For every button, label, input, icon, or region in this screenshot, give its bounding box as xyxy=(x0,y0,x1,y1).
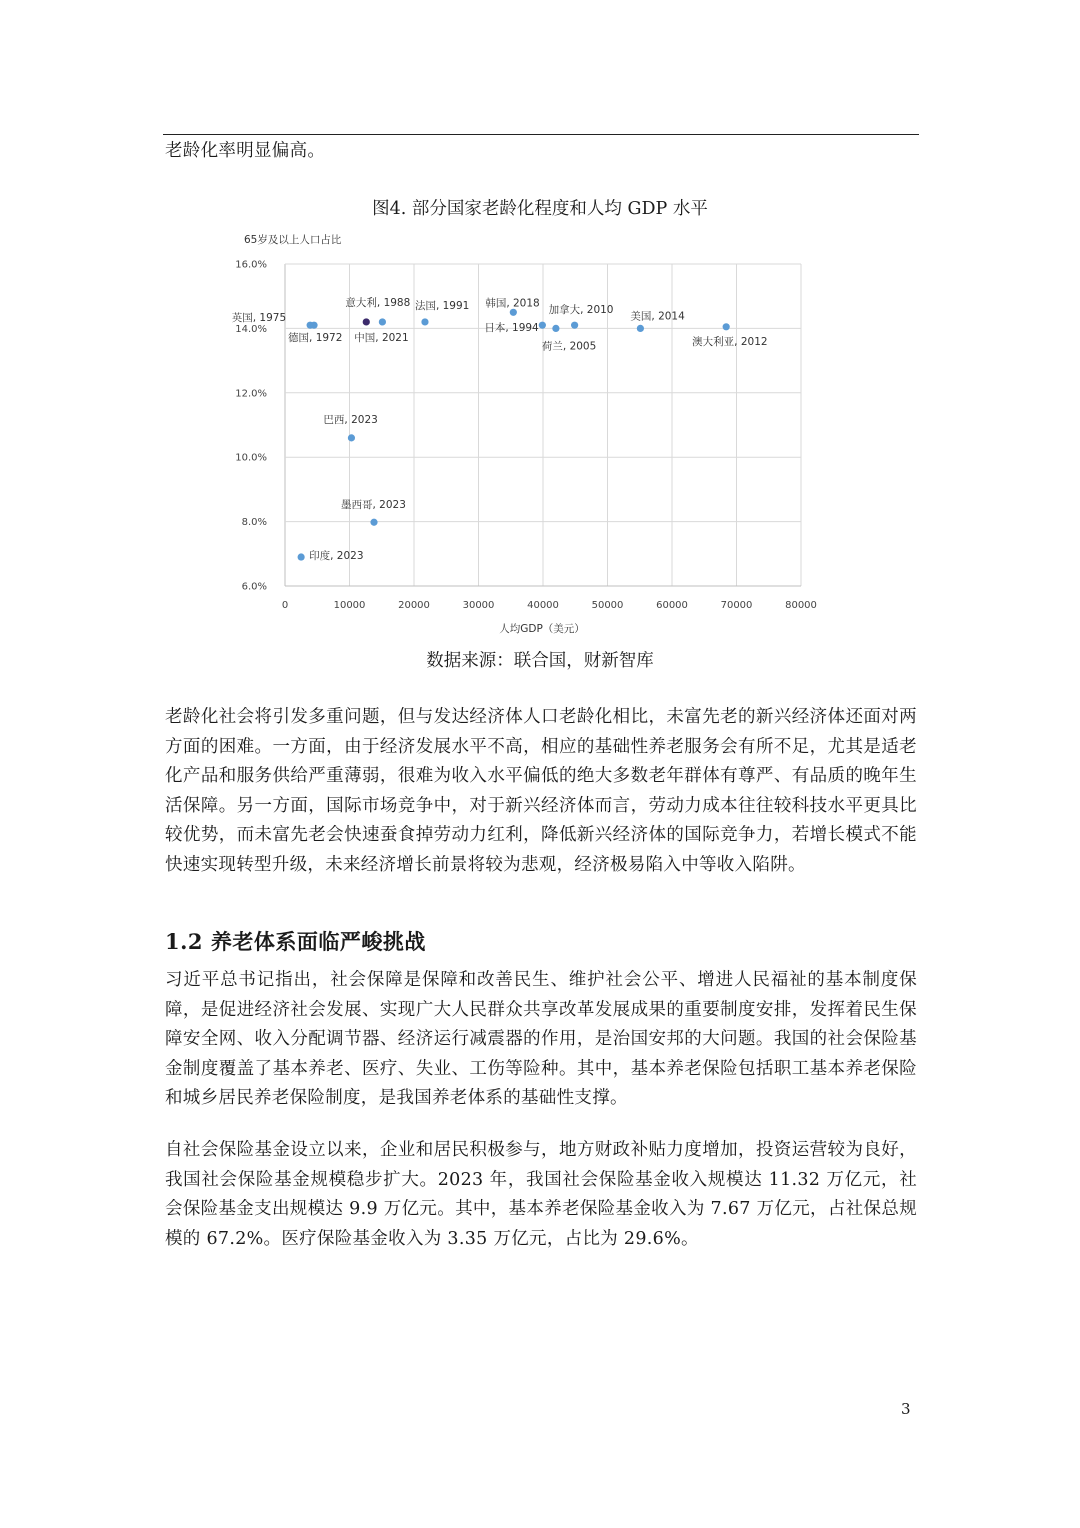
x-tick-label: 80000 xyxy=(785,600,817,611)
point-label: 澳大利亚, 2012 xyxy=(692,335,768,348)
point-label: 美国, 2014 xyxy=(630,310,685,323)
data-point xyxy=(298,553,305,560)
x-tick-label: 20000 xyxy=(398,600,430,611)
data-point xyxy=(510,309,517,316)
data-point xyxy=(723,323,730,330)
point-label: 印度, 2023 xyxy=(309,550,364,563)
point-label: 日本, 1994 xyxy=(484,322,539,335)
point-label: 荷兰, 2005 xyxy=(541,340,597,353)
x-axis-title: 人均GDP（美元） xyxy=(499,623,585,635)
point-label: 法国, 1991 xyxy=(414,299,470,312)
x-tick-label: 0 xyxy=(281,600,289,611)
x-tick-label: 60000 xyxy=(656,600,688,611)
data-point xyxy=(637,325,644,332)
x-tick-label: 40000 xyxy=(527,600,559,611)
point-label: 中国, 2021 xyxy=(354,331,409,344)
y-axis-title: 65岁及以上人口占比 xyxy=(244,234,342,246)
body-paragraph-3: 自社会保险基金设立以来，企业和居民积极参与，地方财政补贴力度增加，投资运营较为良好，我国社会保险基金规模稳步扩大。2023 年，我国社会保险基金收入规模达 11.32 万亿元，社会保险基金支出规模达 9.9 万亿元。其中，基本养老保险基金收入为 7.67 万亿元，占社保总规模的 67.2%。医疗保险基金收入为 3.35 万亿元，占比为 29.6%。 xyxy=(165,1140,917,1249)
data-point xyxy=(370,519,377,526)
data-point xyxy=(310,322,317,329)
y-tick-label: 12.0% xyxy=(235,388,267,400)
figure-source: 数据来源：联合国，财新智库 xyxy=(426,651,654,671)
figure-title: 图4. 部分国家老龄化程度和人均 GDP 水平 xyxy=(372,199,708,219)
chart-labels xyxy=(232,296,768,562)
y-tick-label: 14.0% xyxy=(235,323,267,335)
body-paragraph-1: 老龄化社会将引发多重问题，但与发达经济体人口老龄化相比，未富先老的新兴经济体还面对两方面的困难。一方面，由于经济发展水平不高，相应的基础性养老服务会有所不足，尤其是适老化产品和服务供给严重薄弱，很难为收入水平偏低的绝大多数老年群体有尊严、有品质的晚年生活保障。另一方面，国际市场竞争中，对于新兴经济体而言，劳动力成本往往较科技水平更具比较优势，而未富先老会快速蚕食掉劳动力红利，降低新兴经济体的国际竞争力，若增长模式不能快速实现转型升级，未来经济增长前景将较为悲观，经济极易陷入中等收入陷阱。 xyxy=(165,707,917,875)
x-tick-label: 70000 xyxy=(720,600,753,611)
data-point xyxy=(348,434,355,441)
y-tick-label: 10.0% xyxy=(235,452,267,464)
y-tick-label: 6.0% xyxy=(241,581,267,593)
data-point xyxy=(363,318,370,325)
y-tick-label: 8.0% xyxy=(241,517,267,529)
data-point xyxy=(379,318,386,325)
section-heading: 1.2 养老体系面临严峻挑战 xyxy=(165,929,426,954)
body-paragraph-2: 习近平总书记指出，社会保障是保障和改善民生、维护社会公平、增进人民福祉的基本制度保障，是促进经济社会发展、实现广大人民群众共享改革发展成果的重要制度安排，发挥着民生保障安全网、收入分配调节器、经济运行减震器的作用，是治国安邦的大问题。我国的社会保险基金制度覆盖了基本养老、医疗、失业、工伤等险种。其中，基本养老保险包括职工基本养老保险和城乡居民养老保险制度，是我国养老体系的基础性支撑。 xyxy=(165,970,917,1108)
data-point xyxy=(421,318,428,325)
x-tick-label: 50000 xyxy=(591,600,624,611)
data-point xyxy=(571,322,578,329)
data-point xyxy=(539,322,546,329)
point-label: 英国, 1975 xyxy=(231,312,287,325)
point-label: 巴西, 2023 xyxy=(323,413,378,426)
point-label: 意大利, 1988 xyxy=(345,296,411,309)
page-number: 3 xyxy=(901,1400,911,1418)
data-point xyxy=(552,325,559,332)
x-tick-label: 10000 xyxy=(333,600,366,611)
y-tick-label: 16.0% xyxy=(235,259,267,271)
intro-line: 老龄化率明显偏高。 xyxy=(165,141,326,161)
point-label: 德国, 1972 xyxy=(288,332,343,345)
point-label: 韩国, 2018 xyxy=(485,297,540,310)
point-label: 加拿大, 2010 xyxy=(548,304,614,317)
x-tick-label: 30000 xyxy=(462,600,495,611)
point-label: 墨西哥, 2023 xyxy=(341,499,406,512)
chart-points xyxy=(298,309,730,561)
